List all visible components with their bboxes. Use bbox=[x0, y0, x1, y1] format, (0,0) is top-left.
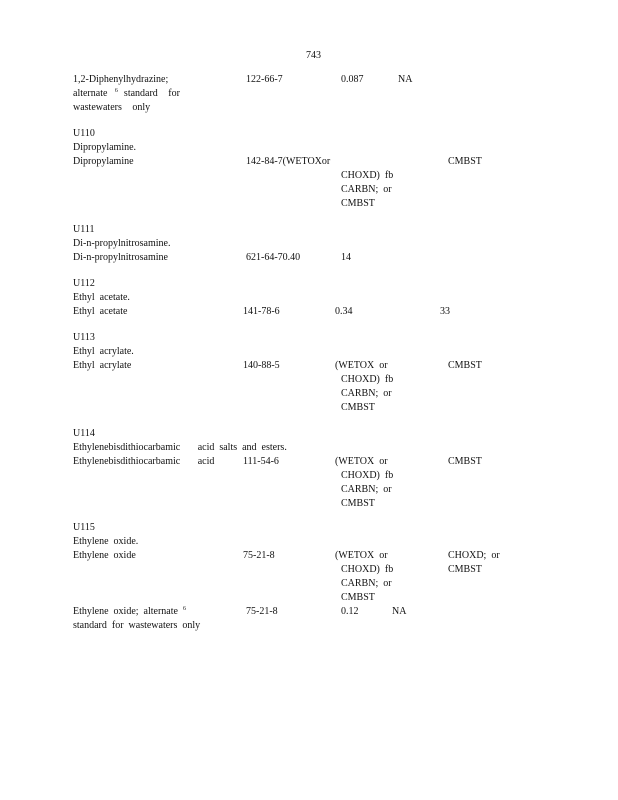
wastewater-standard: CARBN; or bbox=[341, 484, 392, 495]
wastewater-standard: CHOXD) fb bbox=[341, 470, 394, 481]
footnote-marker: 6 bbox=[182, 606, 186, 612]
waste-heading: Ethyl acrylate. bbox=[73, 346, 134, 357]
waste-heading: Ethylene oxide. bbox=[73, 536, 139, 547]
wastewater-standard: CARBN; or bbox=[341, 578, 392, 589]
waste-name: standard for wastewaters only bbox=[73, 620, 201, 631]
waste-name: Dipropylamine bbox=[73, 156, 134, 167]
wastewater-standard: 0.087 bbox=[341, 74, 364, 85]
waste-code: U115 bbox=[73, 522, 95, 533]
waste-name bbox=[73, 605, 186, 619]
nonwastewater-standard: NA bbox=[392, 606, 407, 617]
wastewater-standard: 14 bbox=[341, 252, 351, 263]
cas-number: 141-78-6 bbox=[243, 306, 280, 317]
cas-number: 122-66-7 bbox=[246, 74, 283, 85]
nonwastewater-standard: NA bbox=[398, 74, 413, 85]
waste-name bbox=[73, 87, 180, 101]
waste-name: Ethylene oxide bbox=[73, 550, 136, 561]
wastewater-standard: CMBST bbox=[341, 498, 375, 509]
waste-name: Ethylenebisdithiocarbamic acid bbox=[73, 456, 215, 467]
wastewater-standard: CARBN; or bbox=[341, 388, 392, 399]
cas-number: 621-64-70.40 bbox=[246, 252, 301, 263]
waste-name: Di-n-propylnitrosamine bbox=[73, 252, 168, 263]
waste-name: Ethyl acrylate bbox=[73, 360, 132, 371]
wastewater-standard: (WETOX or bbox=[335, 360, 388, 371]
cas-number: 111-54-6 bbox=[243, 456, 279, 467]
page-number: 743 bbox=[306, 50, 321, 61]
cas-number: 142-84-7(WETOXor bbox=[246, 156, 331, 167]
wastewater-standard: 0.12 bbox=[341, 606, 359, 617]
waste-heading: Ethylenebisdithiocarbamic acid salts and esters. bbox=[73, 442, 287, 453]
waste-name-part: Ethylene oxide; alternate bbox=[73, 606, 178, 617]
wastewater-standard: CHOXD) fb bbox=[341, 170, 394, 181]
waste-heading: Dipropylamine. bbox=[73, 142, 137, 153]
nonwastewater-standard: CMBST bbox=[448, 456, 482, 467]
wastewater-standard: CMBST bbox=[341, 402, 375, 413]
nonwastewater-standard: CMBST bbox=[448, 156, 482, 167]
wastewater-standard: CHOXD) fb bbox=[341, 374, 394, 385]
cas-number: 140-88-5 bbox=[243, 360, 280, 371]
waste-code: U110 bbox=[73, 128, 95, 139]
waste-name: 1,2-Diphenylhydrazine; bbox=[73, 74, 169, 85]
wastewater-standard: CARBN; or bbox=[341, 184, 392, 195]
wastewater-standard: (WETOX or bbox=[335, 550, 388, 561]
waste-code: U113 bbox=[73, 332, 95, 343]
wastewater-standard: 0.34 bbox=[335, 306, 353, 317]
nonwastewater-standard: CHOXD; or bbox=[448, 550, 500, 561]
wastewater-standard: (WETOX or bbox=[335, 456, 388, 467]
waste-heading: Ethyl acetate. bbox=[73, 292, 130, 303]
nonwastewater-standard: CMBST bbox=[448, 360, 482, 371]
wastewater-standard: CHOXD) fb bbox=[341, 564, 394, 575]
nonwastewater-standard: CMBST bbox=[448, 564, 482, 575]
waste-name: Ethyl acetate bbox=[73, 306, 128, 317]
cas-number: 75-21-8 bbox=[246, 606, 278, 617]
waste-heading: Di-n-propylnitrosamine. bbox=[73, 238, 171, 249]
waste-name-part: standard for bbox=[123, 88, 180, 99]
waste-name: wastewaters only bbox=[73, 102, 151, 113]
wastewater-standard: CMBST bbox=[341, 592, 375, 603]
wastewater-standard: CMBST bbox=[341, 198, 375, 209]
footnote-marker: 6 bbox=[114, 88, 118, 94]
waste-code: U112 bbox=[73, 278, 95, 289]
waste-code: U111 bbox=[73, 224, 95, 235]
cas-number: 75-21-8 bbox=[243, 550, 275, 561]
nonwastewater-standard: 33 bbox=[440, 306, 450, 317]
waste-code: U114 bbox=[73, 428, 95, 439]
waste-name-part: alternate bbox=[73, 88, 108, 99]
